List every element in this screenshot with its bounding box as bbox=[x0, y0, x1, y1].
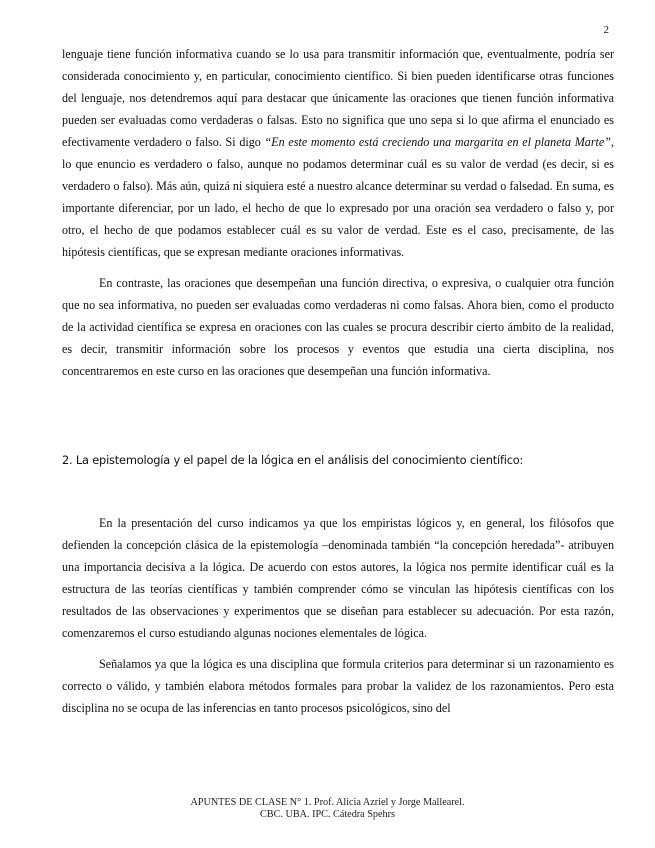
paragraph-3: En la presentación del curso indicamos ya que los empiristas lógicos y, en general, los filósofos que defienden la concepción clásica de la epistemología –denominada también “la concepción heredada”- atribuyen una importancia decisiva a la lógica. De acuerdo con estos autores, la lógica nos permite identificar cuál es la estructura de las teorías científicas y también comprender cómo se vinculan las hipótesis científicas con los resultados de las observaciones y experimentos que se diseñan para establecer su adecuación. Por esta razón, comenzaremos el curso estudiando algunas nociones elementales de lógica. bbox=[62, 516, 614, 640]
paragraph-1-quote: “En este momento está creciendo una margarita en el planeta Marte” bbox=[264, 135, 611, 149]
page-number: 2 bbox=[603, 24, 609, 36]
page-footer bbox=[0, 797, 655, 821]
footer-line-1: APUNTES DE CLASE N° 1. Prof. Alicia Azriel y Jorge Mallearel. bbox=[190, 797, 465, 808]
paragraph-1-text-a: lenguaje tiene función informativa cuando se lo usa para transmitir información que, eventualmente, podría ser considerada conocimiento y, en particular, conocimiento científico. Si bien pueden identificarse otras funciones del lenguaje, nos detendremos aquí para destacar que únicamente las oraciones que tienen función informativa pueden ser evaluadas como verdaderas o falsas. Esto no significa que uno sepa si lo que afirma el enunciado es efectivamente verdadero o falso. Si digo bbox=[62, 47, 614, 149]
paragraph-2: En contraste, las oraciones que desempeñan una función directiva, o expresiva, o cualquier otra función que no sea informativa, no pueden ser evaluadas como verdaderas ni como falsas. Ahora bien, como el producto de la actividad científica se expresa en oraciones con las cuales se procura describir cierto ámbito de la realidad, es decir, transmitir información sobre los procesos y eventos que estudia una cierta disciplina, nos concentraremos en este curso en las oraciones que desempeñan una función informativa. bbox=[62, 276, 614, 378]
document-body bbox=[62, 43, 614, 728]
paragraph-1 bbox=[62, 43, 614, 263]
footer-line-2: CBC. UBA. IPC. Cátedra Spehrs bbox=[260, 809, 395, 820]
section-heading: 2. La epistemología y el papel de la lógica en el análisis del conocimiento científico: bbox=[62, 453, 524, 467]
paragraph-1-text-b: , lo que enuncio es verdadero o falso, aunque no podamos determinar cuál es su valor de verdad (es decir, si es verdadero o falso). Más aún, quizá ni siquiera esté a nuestro alcance determinar su verdad o falsedad. En suma, es importante diferenciar, por un lado, el hecho de que lo expresado por una oración sea verdadero o falso y, por otro, el hecho de que podamos establecer cuál es su valor de verdad. Este es el caso, precisamente, de las hipótesis científicas, que se expresan mediante oraciones informativas. bbox=[62, 135, 615, 259]
spacer bbox=[62, 391, 614, 449]
paragraph-4: Señalamos ya que la lógica es una disciplina que formula criterios para determinar si un razonamiento es correcto o válido, y también elabora métodos formales para probar la validez de los razonamientos. Pero esta disciplina no se ocupa de las inferencias en tanto procesos psicológicos, sino del bbox=[62, 657, 614, 715]
spacer bbox=[62, 480, 614, 512]
